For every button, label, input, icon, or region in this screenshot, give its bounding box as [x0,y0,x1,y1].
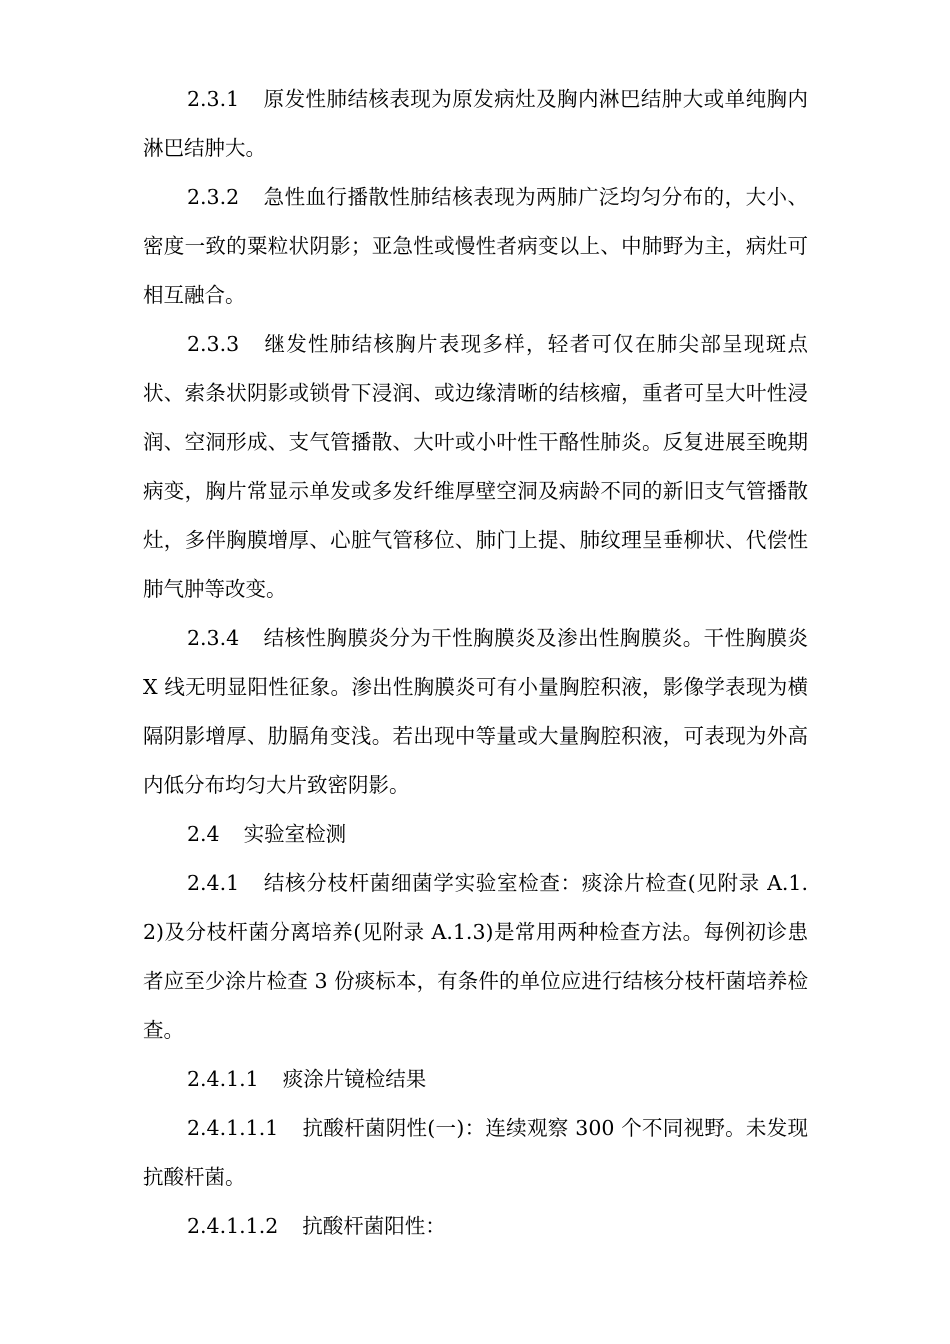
paragraph-text: 结核性胸膜炎分为干性胸膜炎及渗出性胸膜炎。干性胸膜炎 X 线无明显阳性征象。渗出性胸膜炎可有小量胸腔积液，影像学表现为横隔阴影增厚、肋膈角变浅。若出现中等量或大量胸腔积液，可表现为外高内低分布均匀大片致密阴影。 [143,626,808,797]
paragraph-text: 抗酸杆菌阴性(一)：连续观察 300 个不同视野。未发现抗酸杆菌。 [143,1116,808,1189]
section-number: 2.4.1.1.1 [187,1116,279,1140]
section-number: 2.4 [187,822,220,846]
paragraph-2-4-1-1-1 [143,1104,808,1202]
section-number: 2.4.1.1 [187,1067,259,1091]
section-number: 2.4.1.1.2 [187,1214,279,1238]
paragraph-2-3-3 [143,320,808,614]
paragraph-2-4-1 [143,859,808,1055]
paragraph-text: 抗酸杆菌阳性： [302,1214,446,1238]
paragraph-text: 原发性肺结核表现为原发病灶及胸内淋巴结肿大或单纯胸内淋巴结肿大。 [143,87,808,160]
paragraph-text: 结核分枝杆菌细菌学实验室检查：痰涂片检查(见附录 A.1.2)及分枝杆菌分离培养(见附录 A.1.3)是常用两种检查方法。每例初诊患者应至少涂片检查 3 份痰标本，有条件的单位应进行结核分枝杆菌培养检查。 [143,871,808,1042]
section-number: 2.3.4 [187,626,240,650]
section-number: 2.4.1 [187,871,240,895]
paragraph-2-4-1-1-2 [143,1202,808,1251]
heading-2-4-1-1 [143,1055,808,1104]
heading-text: 实验室检测 [243,822,347,846]
heading-2-4 [143,810,808,859]
paragraph-2-3-1 [143,75,808,173]
section-number: 2.3.2 [187,185,240,209]
section-number: 2.3.3 [187,332,240,356]
section-number: 2.3.1 [187,87,240,111]
paragraph-2-3-4 [143,614,808,810]
heading-text: 痰涂片镜检结果 [282,1067,427,1091]
document-body [143,75,808,1251]
paragraph-text: 继发性肺结核胸片表现多样，轻者可仅在肺尖部呈现斑点状、索条状阴影或锁骨下浸润、或边缘清晰的结核瘤，重者可呈大叶性浸润、空洞形成、支气管播散、大叶或小叶性干酪性肺炎。反复进展至晚期病变，胸片常显示单发或多发纤维厚壁空洞及病龄不同的新旧支气管播散灶，多伴胸膜增厚、心脏气管移位、肺门上提、肺纹理呈垂柳状、代偿性肺气肿等改变。 [143,332,808,601]
paragraph-text: 急性血行播散性肺结核表现为两肺广泛均匀分布的，大小、密度一致的粟粒状阴影；亚急性或慢性者病变以上、中肺野为主，病灶可相互融合。 [143,185,808,307]
paragraph-2-3-2 [143,173,808,320]
